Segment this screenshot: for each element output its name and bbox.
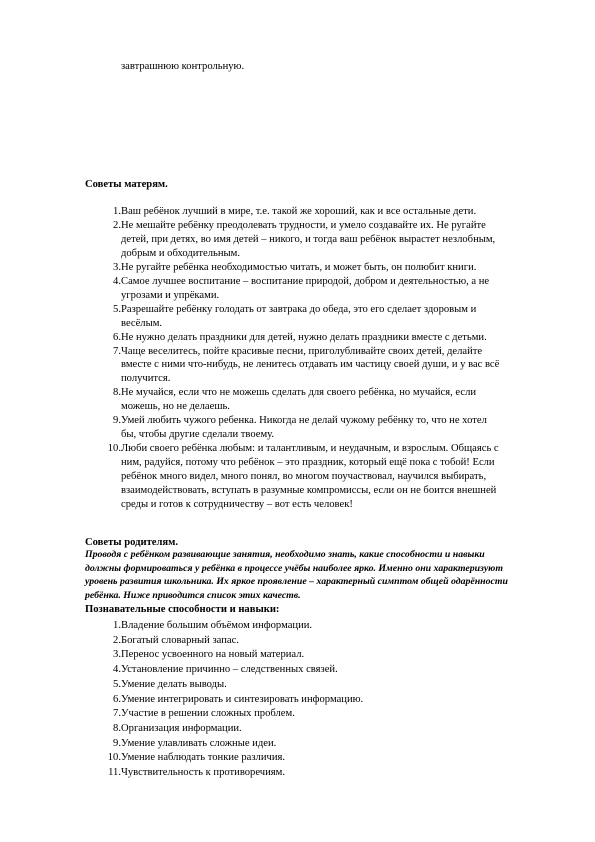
mothers-item-text: добрым и обходительным. xyxy=(121,247,240,259)
mothers-item-text: Самое лучшее воспитание – воспитание природой, добром и деятельностью, а не xyxy=(121,275,490,287)
mothers-item-text: Не ругайте ребёнка необходимостью читать, и может быть, он полюбит книги. xyxy=(121,261,477,273)
mothers-item-text: Ваш ребёнок лучший в мире, т.е. такой же хороший, как и все остальные дети. xyxy=(121,206,477,217)
mothers-heading: Советы матерям. xyxy=(85,179,168,190)
mothers-item-text: среды и готов к сотрудничеству – вот есть человек! xyxy=(121,498,353,510)
skills-item-text: Организация информации. xyxy=(121,722,242,734)
skills-item-text: Перенос усвоенного на новый материал. xyxy=(121,649,305,661)
skills-item-number: 7. xyxy=(113,708,121,720)
skills-item-text: Умение улавливать сложные идеи. xyxy=(121,737,277,749)
mothers-item-text: вместе с ними что-нибудь, не ленитесь отдавать им частицу своей души, и у вас всё xyxy=(121,359,500,371)
skills-item-number: 10. xyxy=(107,752,121,764)
mothers-item-text: Чаще веселитесь, пойте красивые песни, приголубливайте своих детей, делайте xyxy=(121,345,483,357)
skills-item-text: Чувствительность к противоречиям. xyxy=(121,767,286,778)
skills-item-number: 1. xyxy=(113,620,121,631)
intro-tail-text: завтрашнюю контрольную. xyxy=(121,61,245,72)
skills-item-number: 6. xyxy=(113,693,121,705)
mothers-item-number: 2. xyxy=(113,219,121,231)
skills-item-text: Умение наблюдать тонкие различия. xyxy=(121,752,286,764)
skills-item-number: 11. xyxy=(108,767,121,778)
mothers-item-text: весёлым. xyxy=(121,317,163,329)
skills-item-text: Владение большим объёмом информации. xyxy=(121,620,313,631)
mothers-item-text: Люби своего ребёнка любым: и талантливым, и неудачным, и взрослым. Общаясь с xyxy=(121,443,499,455)
mothers-item-number: 7. xyxy=(113,345,121,357)
mothers-item-text: Не мучайся, если что не можешь сделать для своего ребёнка, но мучайся, если xyxy=(121,387,477,399)
skills-item-text: Умение делать выводы. xyxy=(121,678,227,690)
mothers-item-text: ребёнок много видел, много понял, во многом поучаствовал, научился выбирать, xyxy=(121,471,487,483)
skills-item-number: 8. xyxy=(113,722,121,734)
mothers-item-text: получится. xyxy=(121,373,171,385)
parents-intro-line: должны формироваться у ребёнка в процессе учёбы наиболее ярко. Именно они характеризуют xyxy=(85,562,503,574)
skills-item-number: 4. xyxy=(113,664,121,676)
skills-item-number: 5. xyxy=(113,678,121,690)
skills-item-number: 9. xyxy=(113,737,121,749)
mothers-item-number: 6. xyxy=(113,331,121,343)
mothers-item-text: бы, чтобы другие сделали твоему. xyxy=(121,429,275,441)
skills-item-text: Участие в решении сложных проблем. xyxy=(121,708,295,720)
mothers-item-number: 3. xyxy=(113,261,121,273)
mothers-item-text: угрозами и упрёками. xyxy=(121,289,220,301)
mothers-item-number: 10. xyxy=(107,443,121,455)
mothers-item-number: 4. xyxy=(113,275,121,287)
parents-intro-line: уровень развития школьника. Их яркое проявление – характерный симптом общей одарённости xyxy=(85,576,508,587)
skills-item-number: 3. xyxy=(113,649,121,661)
skills-subheading: Познавательные способности и навыки: xyxy=(85,604,280,615)
mothers-item-text: взаимодействовать, вступать в разумные компромиссы, если он не боится внешней xyxy=(121,485,497,496)
mothers-item-text: Не нужно делать праздники для детей, нужно делать праздники вместе с детьми. xyxy=(121,331,487,343)
mothers-item-text: Разрешайте ребёнку голодать от завтрака до обеда, это его сделает здоровым и xyxy=(121,303,477,315)
mothers-item-text: ним, радуйся, потому что ребёнок – это праздник, который ещё пока с тобой! Если xyxy=(121,457,495,469)
parents-intro-line: Проводя с ребёнком развивающие занятия, необходимо знать, какие способности и навыки xyxy=(85,549,485,560)
skills-item-number: 2. xyxy=(113,634,121,646)
parents-heading: Советы родителям. xyxy=(85,537,179,548)
mothers-item-number: 8. xyxy=(113,387,121,399)
mothers-item-number: 9. xyxy=(113,415,121,427)
mothers-item-number: 1. xyxy=(113,206,121,217)
parents-intro-line: ребёнка. Ниже приводится список этих качеств. xyxy=(85,589,301,601)
skills-item-text: Умение интегрировать и синтезировать информацию. xyxy=(121,693,364,705)
mothers-item-text: можешь, но не делаешь. xyxy=(121,401,230,413)
skills-item-text: Богатый словарный запас. xyxy=(121,634,239,646)
mothers-item-text: Не мешайте ребёнку преодолевать трудности, и умело создавайте их. Не ругайте xyxy=(121,219,486,231)
skills-item-text: Установление причинно – следственных связей. xyxy=(121,664,338,676)
mothers-item-text: детей, при детях, во имя детей – никого, и тогда ваш ребёнок вырастет незлобным, xyxy=(121,233,496,245)
mothers-item-text: Умей любить чужого ребенка. Никогда не делай чужому ребёнку то, что не хотел xyxy=(121,415,487,427)
mothers-item-number: 5. xyxy=(113,303,121,315)
